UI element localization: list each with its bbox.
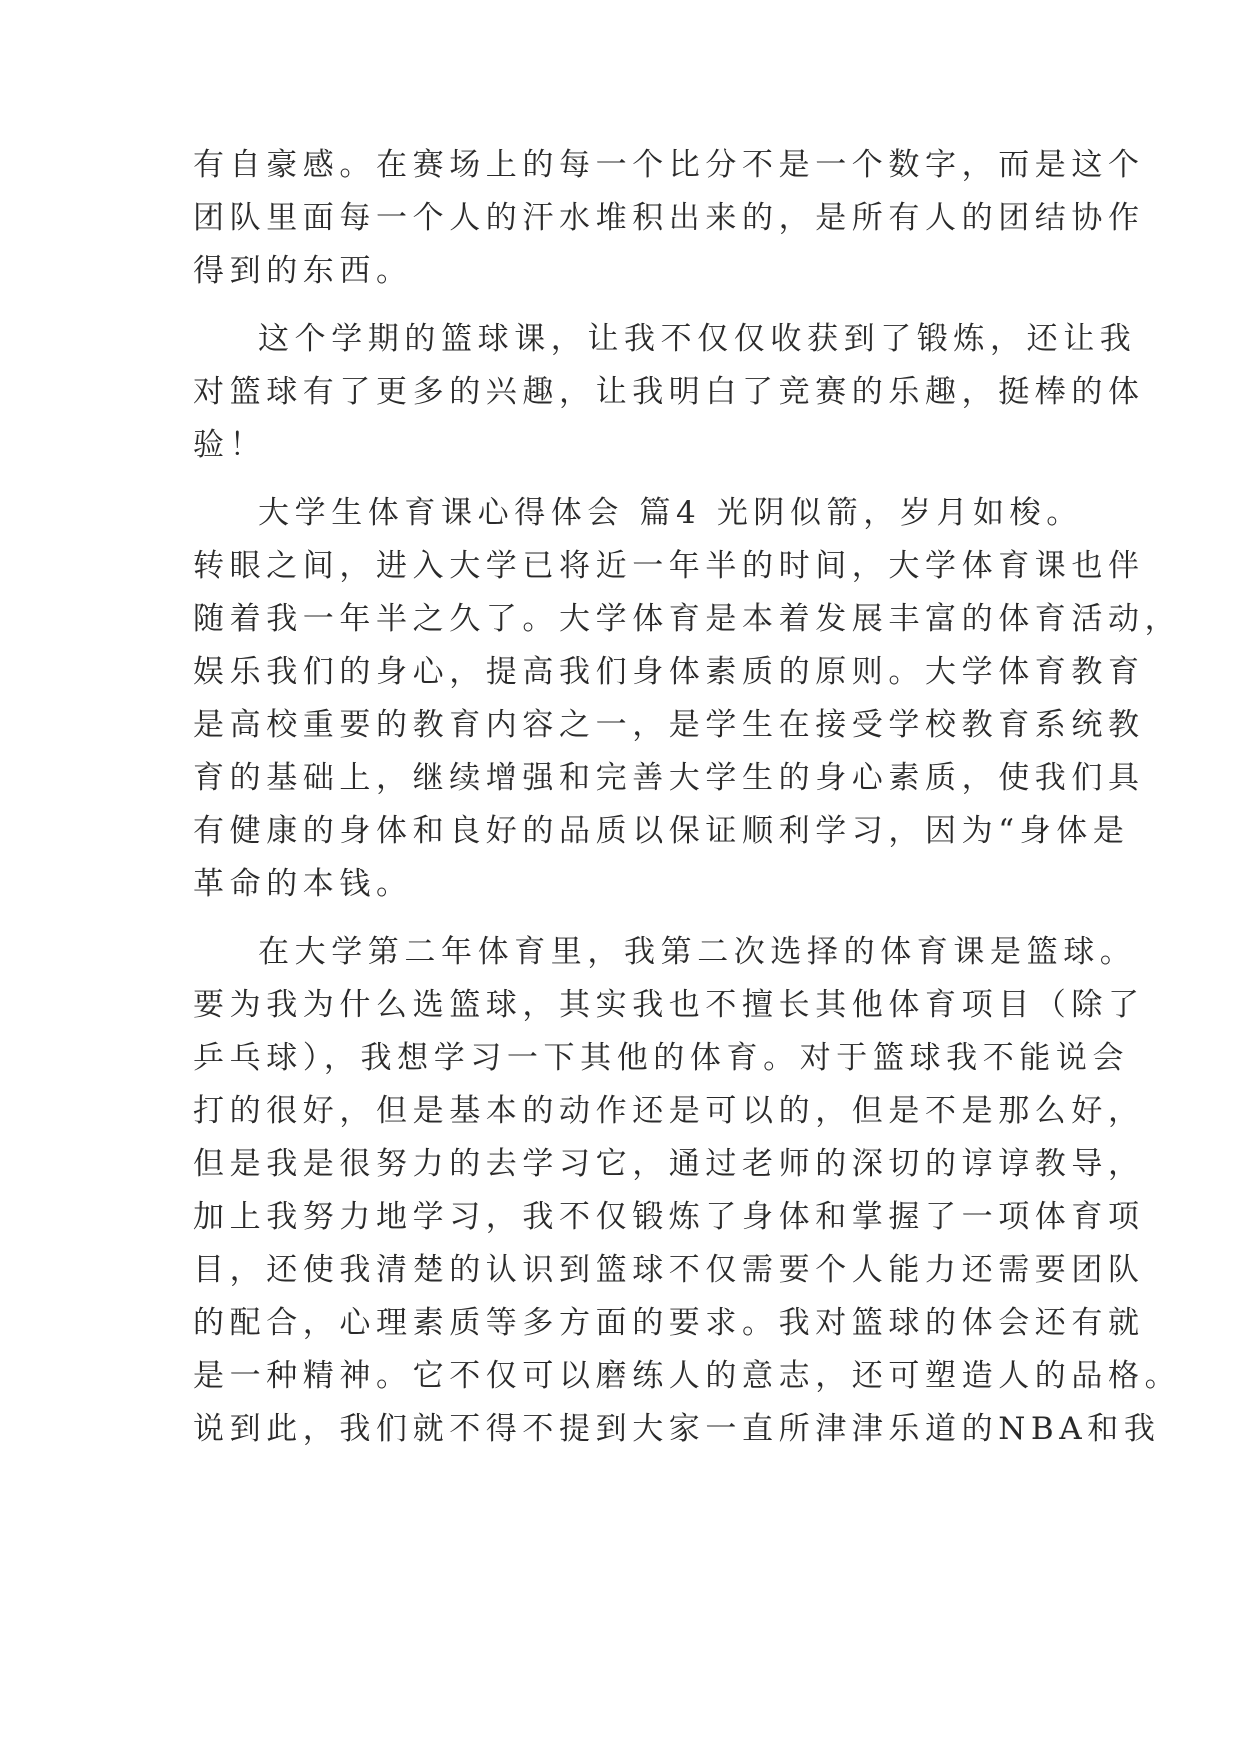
text-line: 随着我一年半之久了。大学体育是本着发展丰富的体育活动， [193,601,1182,637]
text-line: 在大学第二年体育里，我第二次选择的体育课是篮球。 [258,934,1137,970]
text-line: 革命的本钱。 [193,866,413,902]
text-line: 有自豪感。在赛场上的每一个比分不是一个数字，而是这个 [193,147,1145,183]
text-line: 打的很好，但是基本的动作还是可以的，但是不是那么好， [193,1093,1145,1129]
text-line: 娱乐我们的身心，提高我们身体素质的原则。大学体育教育 [193,654,1145,690]
text-line: 得到的东西。 [193,253,413,289]
text-line: 是一种精神。它不仅可以磨练人的意志，还可塑造人的品格。 [193,1358,1182,1394]
text-line: 对篮球有了更多的兴趣，让我明白了竞赛的乐趣，挺棒的体 [193,374,1145,410]
text-line: 但是我是很努力的去学习它，通过老师的深切的谆谆教导， [193,1146,1145,1182]
text-line: 的配合，心理素质等多方面的要求。我对篮球的体会还有就 [193,1305,1145,1341]
text-line: 转眼之间，进入大学已将近一年半的时间，大学体育课也伴 [193,548,1145,584]
section-heading-line: 大学生体育课心得体会 篇4 光阴似箭，岁月如梭。 [258,495,1083,531]
text-line: 乒乓球），我想学习一下其他的体育。对于篮球我不能说会 [193,1040,1130,1076]
text-line: 是高校重要的教育内容之一，是学生在接受学校教育系统教 [193,707,1145,743]
text-line: 说到此，我们就不得不提到大家一直所津津乐道的NBA和我 [193,1411,1161,1447]
text-line: 加上我努力地学习，我不仅锻炼了身体和掌握了一项体育项 [193,1199,1145,1235]
text-line: 验！ [193,427,267,463]
text-line: 要为我为什么选篮球，其实我也不擅长其他体育项目（除了 [193,987,1145,1023]
text-line: 团队里面每一个人的汗水堆积出来的，是所有人的团结协作 [193,200,1145,236]
text-line: 有健康的身体和良好的品质以保证顺利学习，因为“身体是 [193,813,1130,849]
text-line: 这个学期的篮球课，让我不仅仅收获到了锻炼，还让我 [258,321,1137,357]
text-line: 目，还使我清楚的认识到篮球不仅需要个人能力还需要团队 [193,1252,1145,1288]
text-line: 育的基础上，继续增强和完善大学生的身心素质，使我们具 [193,760,1145,796]
